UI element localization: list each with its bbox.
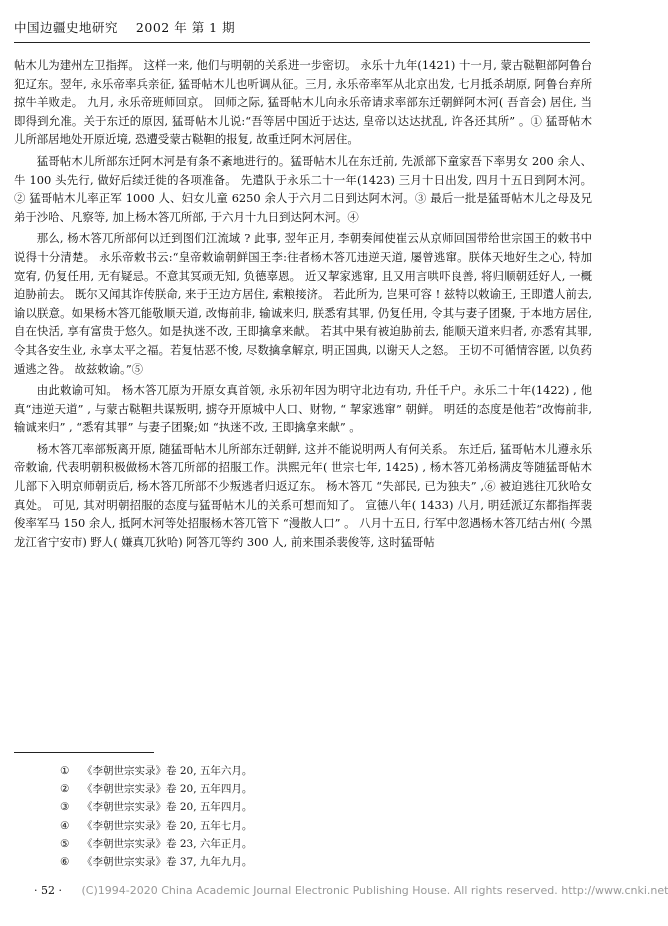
footnote-text: 《李朝世宗实录》卷 20, 五年六月。 — [82, 765, 253, 777]
footnote-mark: ② — [60, 783, 70, 796]
footnote-text: 《李朝世宗实录》卷 20, 五年七月。 — [82, 819, 253, 832]
footnote-mark: ⑥ — [60, 856, 70, 869]
footnote — [60, 835, 252, 853]
paragraph: 杨木答兀率部叛离开原, 随猛哥帖木儿所部东迁朝鲜, 这并不能说明两人有何关系。 东迁后, 猛哥帖木儿遵永乐帝敕谕, 代表明朝积极做杨木答兀所部的招服工作。洪熙元年( 世宗七年, 1425) , 杨木答兀弟杨满皮等随猛哥帖木儿部下入明京师朝贡后, 杨木答兀所部不少叛逃者归返辽东。 杨木答兀 “失部民, 已为独夫” ,⑥ 被迫逃往兀狄哈女真处。 可见, 其对明朝招服的态度与猛哥帖木儿的关系可想而知了。 宣德八年( 1433) 八月, 明廷派辽东都指挥裴俊率军马 150 余人, 抵阿木河等处招服杨木答兀管下 “漫散人口” 。 八月十五日, 行军中忽遇杨木答兀结古州( 今黑龙江省宁安市) 野人( 嫌真兀狄哈) 阿答兀等约 300 人, 前来围杀裴俊等, 这时猛哥帖 — [14, 441, 592, 549]
footnotes — [60, 762, 252, 871]
footnote — [60, 798, 252, 816]
paragraph: 由此敕谕可知。 杨木答兀原为开原女真首领, 永乐初年因为明守北边有功, 升任千户。永乐二十年(1422) , 他真“违逆天道” , 与蒙古鞑靼共谋叛明, 掳夺开原城中人口、财物, “ 挈家逃窜” 朝鲜。 明廷的态度是他若“改悔前非, 输诚来归” , “悉宥其罪” 与妻子团聚;如 “执迷不改, 王即擒拿来献” 。 — [14, 383, 592, 435]
page-number: · 52 · — [34, 884, 62, 897]
running-header — [14, 18, 574, 36]
footnote-mark: ④ — [60, 819, 70, 832]
footnote — [60, 780, 252, 798]
copyright-notice: (C)1994-2020 China Academic Journal Electronic Publishing House. All rights reserved. http://www.cnki.net — [81, 884, 668, 897]
footnote-mark: ① — [60, 765, 70, 777]
footnote-text: 《李朝世宗实录》卷 37, 九年九月。 — [82, 856, 253, 869]
paragraph: 帖木儿为建州左卫指挥。 这样一来, 他们与明朝的关系进一步密切。 永乐十九年(1421) 十一月, 蒙古鞑靼部阿鲁台犯辽东。翌年, 永乐帝率兵亲征, 猛哥帖木儿也听调从征。三月, 永乐帝率军从北京出发, 七月抵杀胡原, 阿鲁台弃所掠牛羊败走。 九月, 永乐帝班师回京。 回师之际, 猛哥帖木儿向永乐帝请求率部东迁朝鲜阿木河( 吾音会) 居住, 当即得到允准。关于东迁的原因, 猛哥帖木儿说:“吾等居中国近于达达, 皇帝以达达扰乱, 许各还其所” 。① 猛哥帖木儿所部居地处开原近境, 恐遭受蒙古鞑靼的报复, 故重迁阿木河居住。 — [14, 58, 592, 147]
footnote — [60, 853, 252, 871]
footnote — [60, 762, 252, 780]
footnote-mark: ③ — [60, 801, 70, 814]
article-body — [14, 56, 592, 554]
journal-year: 2002 年 — [135, 20, 188, 35]
journal-title: 中国边疆史地研究 — [14, 20, 119, 35]
page-footer — [34, 884, 668, 897]
header-rule — [14, 42, 590, 43]
footnote — [60, 817, 252, 835]
paragraph: 猛哥帖木儿所部东迁阿木河是有条不紊地进行的。猛哥帖木儿在东迁前, 先派部下童家吾下率男女 200 余人、牛 100 头先行, 做好后续迁徙的各项准备。 先遣队于永乐二十一年(1423) 三月十日出发, 四月十五日到阿木河。② 猛哥帖木儿率正军 1000 人、妇女儿童 6250 余人于六月二日到达阿木河。③ 最后一批是猛哥帖木儿之母及兄弟于沙哈、凡察等, 加上杨木答兀所部, 于六月十九日到达阿木河。④ — [14, 153, 592, 224]
footnote-text: 《李朝世宗实录》卷 20, 五年四月。 — [82, 783, 253, 796]
journal-issue: 第 1 期 — [191, 20, 236, 35]
footnote-rule — [14, 752, 154, 753]
paragraph: 那么, 杨木答兀所部何以迁到图们江流域 ? 此事, 翌年正月, 李朝奏闻使崔云从京师回国带给世宗国王的敕书中说得十分清楚。 永乐帝敕书云:“皇帝敕谕朝鲜国王李:往者杨木答兀违逆天道, 屡曾逃窜。朕体天地好生之心, 特加宽宥, 仍复任用, 无有疑忌。不意其冥顽无知, 负德辜恩。 近又挈家逃窜, 且又用言哄吓良善, 将归顺朝廷好人, 一概迫胁前去。 既尔又闻其诈传朕命, 来于王边方居住, 索粮接济。 若此所为, 岂果可容 ! 兹特以敕谕王, 王即遣人前去, 谕以朕意。如果杨木答兀能敬顺天道, 改悔前非, 输诚来归, 朕悉宥其罪, 仍复任用, 令其与妻子团聚, 于本地方居住, 自在快活, 享有富贵于悠久。如是执迷不改, 王即擒拿来献。 若其中果有被迫胁前去, 能顺天道来归者, 亦悉宥其罪, 令其各安生业, 永享太平之福。若复怙恶不悛, 尽数擒拿解京, 明正国典, 以谢天人之怒。 王切不可循情容匿, 以负药遁逃之咎。 故兹敕谕。”⑤ — [14, 231, 592, 376]
footnote-mark: ⑤ — [60, 837, 70, 850]
footnote-text: 《李朝世宗实录》卷 23, 六年正月。 — [82, 837, 253, 850]
footnote-text: 《李朝世宗实录》卷 20, 五年四月。 — [82, 801, 253, 814]
